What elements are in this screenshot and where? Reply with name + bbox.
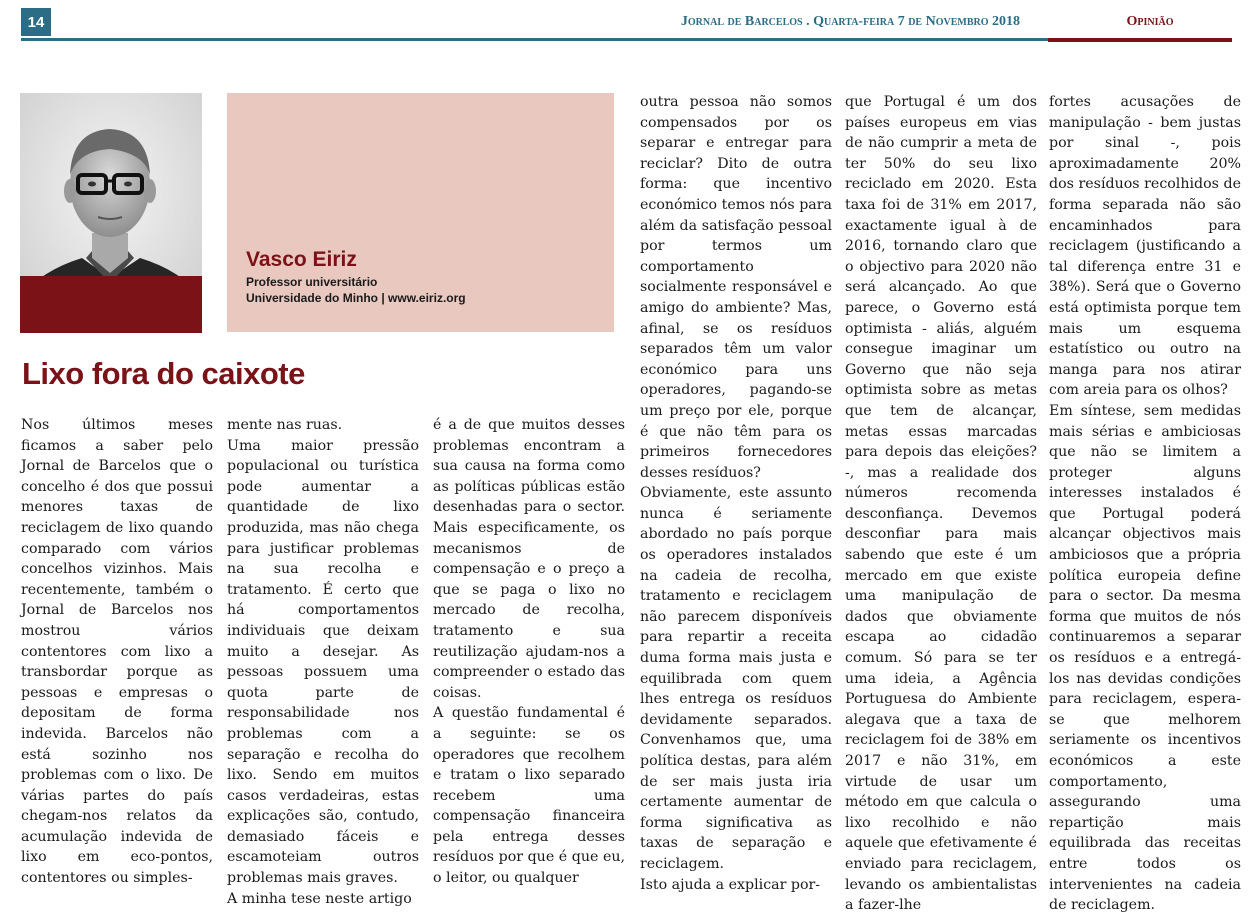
paragraph: fortes acusações de manipulação - bem justas por sinal -, pois aproximadamente 20% dos resíduos recolhidos de forma separada não são encaminhados para reciclagem (justificando a tal diferença entre 31 e 38%). Será que o Governo está optimista porque tem mais um esquema estatístico ou outro na manga para nos atirar com areia para os olhos? — [1049, 94, 1241, 399]
paragraph: é a de que muitos desses problemas encontram a sua causa na forma como as políticas públicas estão desenhadas para o sector. Mais especificamente, os mecanismos de compensação e o preço a que se paga o lixo no mercado de recolha, tratamento e sua reutilização ajudam-nos a compreender o estado das coisas. — [433, 417, 625, 701]
paragraph: Isto ajuda a explicar por- — [640, 876, 821, 893]
section-label: Opinião — [1126, 14, 1174, 29]
author-portrait — [20, 93, 202, 333]
paragraph: A questão fundamental é a seguinte: se os operadores que recolhem e tratam o lixo separado recebem uma compensação financeira pela entrega desses resíduos por que é que eu, o leitor, ou qualquer — [433, 705, 625, 887]
paragraph: Nos últimos meses ficamos a saber pelo Jornal de Barcelos que o concelho é dos que possui menores taxas de reciclagem de lixo quando comparado com vários concelhos vizinhos. Mais recentemente, também o Jornal de Barcelos nos mostrou vários contentores com lixo a transbordar porque as pessoas e empresas o depositam de forma indevida. Barcelos não está sozinho nos problemas com o lixo. De várias partes do país chegam-nos relatos da acumulação indevida de lixo em eco-pontos, contentores ou simples- — [21, 417, 213, 887]
paragraph: Obviamente, este assunto nunca é seriamente abordado no país porque os operadores instalados na cadeia de recolha, tratamento e reciclagem não parecem disponíveis para repartir a receita duma forma mais justa e equilibrada com quem lhes entrega os resíduos devidamente separados. Convenhamos que, uma política destas, para além de ser mais justa iria certamente aumentar de forma significativa as taxas de separação e reciclagem. — [640, 485, 832, 872]
author-portrait-icon — [20, 93, 202, 333]
paragraph: outra pessoa não somos compensados por os separar e entregar para reciclar? Dito de outra forma: que incentivo económico temos nós para além da satisfação pessoal por termos um comportamento socialmente responsável e amigo do ambiente? Mas, afinal, se os resíduos separados têm um valor económico para uns operadores, pagando-se um preço por ele, porque é que não têm para os primeiros fornecedores desses resíduos? — [640, 94, 832, 481]
article-column-5 — [845, 92, 1037, 916]
article-column-3 — [433, 415, 625, 889]
paragraph: que Portugal é um dos países europeus em vias de não cumprir a meta de ter 50% do seu lixo reciclado em 2020. Esta taxa foi de 31% em 2017, exactamente igual à de 2016, tornando claro que o objectivo para 2020 não será alcançado. Ao que parece, o Governo está optimista - aliás, alguém consegue imaginar um Governo que não seja optimista sobre as metas que tem de alcançar, metas essas marcadas para depois das eleições? -, mas a realidade dos números recomenda desconfiança. Devemos desconfiar para mais sabendo que este é um mercado em que existe uma manipulação de dados que obviamente escapa ao cidadão comum. Só para se ter uma ideia, a Agência Portuguesa do Ambiente alegava que a taxa de reciclagem foi de 38% em 2017 e não 31%, em virtude de usar um método em que calcula o lixo recolhido e não aquele que efetivamente é enviado para reciclagem, levando os ambientalistas a fazer-lhe — [845, 94, 1037, 914]
header-rule-blue — [21, 38, 1048, 41]
author-affiliation: Universidade do Minho | www.eiriz.org — [246, 291, 466, 305]
paragraph: mente nas ruas. — [227, 417, 343, 433]
article-title: Lixo fora do caixote — [22, 356, 305, 391]
masthead: Jornal de Barcelos . Quarta-feira 7 de Novembro 2018 — [680, 14, 1020, 29]
page-number: 14 — [21, 8, 51, 36]
author-box — [227, 93, 614, 332]
article-column-6 — [1049, 92, 1241, 916]
article-column-4 — [640, 92, 832, 895]
paragraph: A minha tese neste artigo — [227, 890, 412, 907]
author-name: Vasco Eiriz — [246, 248, 357, 271]
paragraph: Em síntese, sem medidas mais sérias e ambiciosas que não se limitem a proteger alguns interesses instalados é que Portugal poderá alcançar objectivos mais ambiciosos que a própria política europeia define para o sector. Da mesma forma que muitos de nós continuaremos a separar os resíduos e a entregá-los nas devidas condições para reciclagem, espera-se que melhorem seriamente os incentivos económicos a este comportamento, assegurando uma repartição mais equilibrada das receitas entre todos os intervenientes na cadeia de reciclagem. — [1049, 402, 1241, 914]
header-rule-red — [1048, 38, 1232, 42]
paragraph: Uma maior pressão populacional ou turística pode aumentar a quantidade de lixo produzida, mas não chega para justificar problemas na sua recolha e tratamento. É certo que há comportamentos individuais que deixam muito a desejar. As pessoas possuem uma quota parte de responsabilidade nos problemas com a separação e recolha do lixo. Sendo em muitos casos verdadeiras, estas explicações são, contudo, demasiado fáceis e escamoteiam outros problemas mais graves. — [227, 437, 419, 887]
article-column-1 — [21, 415, 213, 889]
author-role: Professor universitário — [246, 275, 378, 289]
article-column-2 — [227, 415, 419, 909]
